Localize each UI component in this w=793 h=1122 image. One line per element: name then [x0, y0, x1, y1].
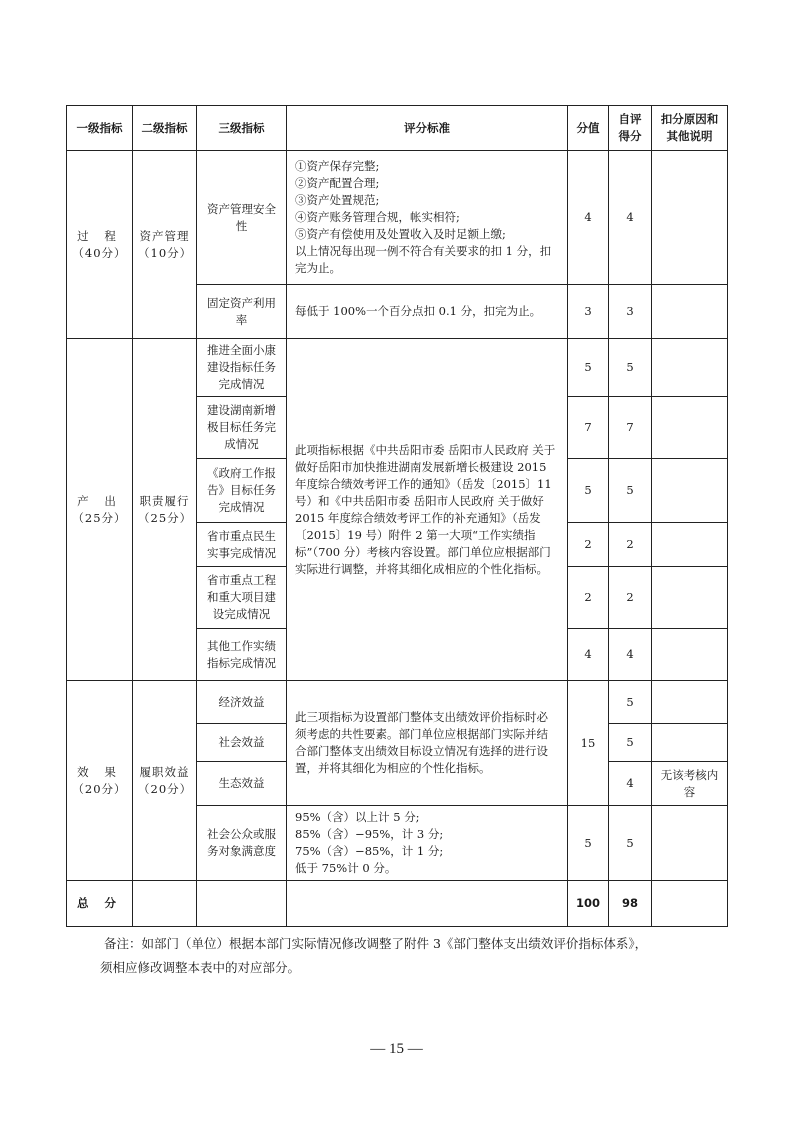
total-label-text: 总 分 [76, 896, 122, 910]
empty-cell [652, 881, 728, 927]
self-score-cell: 4 [609, 629, 652, 681]
score-cell: 5 [568, 339, 609, 397]
criteria-line: ③资产处置规范; [295, 193, 380, 207]
deduct-cell [652, 567, 728, 629]
self-score-cell: 7 [609, 397, 652, 459]
criteria-line: 85%（含）−95%，计 3 分; [295, 827, 444, 841]
header-criteria: 评分标准 [287, 106, 568, 151]
level3-cell: 建设湖南新增极目标任务完成情况 [197, 397, 287, 459]
self-score-cell: 3 [609, 285, 652, 339]
header-self-score: 自评得分 [609, 106, 652, 151]
effect-level1: 效 果 [77, 764, 122, 779]
output-level2-points: （25分） [138, 510, 193, 525]
deduct-cell: 无该考核内容 [652, 762, 728, 806]
total-label [67, 881, 133, 927]
score-cell: 7 [568, 397, 609, 459]
output-level1: 产 出 [77, 493, 122, 508]
output-level2-cell [133, 339, 197, 681]
output-level1-cell [67, 339, 133, 681]
process-level1: 过 程 [77, 228, 122, 243]
table-row [67, 151, 728, 285]
deduct-cell [652, 285, 728, 339]
effect-level1-cell [67, 681, 133, 881]
header-level1: 一级指标 [67, 106, 133, 151]
level3-cell: 省市重点民生实事完成情况 [197, 523, 287, 567]
footnote-line2: 须相应修改调整本表中的对应部分。 [100, 960, 301, 975]
header-level3: 三级指标 [197, 106, 287, 151]
deduct-cell [652, 806, 728, 881]
criteria-line: 每低于 100%一个百分点扣 0.1 分，扣完为止。 [295, 304, 542, 318]
self-score-cell: 5 [609, 339, 652, 397]
score-cell: 4 [568, 629, 609, 681]
empty-cell [133, 881, 197, 927]
level3-cell: 省市重点工程和重大项目建设完成情况 [197, 567, 287, 629]
level3-cell: 生态效益 [197, 762, 287, 806]
output-level1-points: （25分） [72, 510, 127, 525]
criteria-line: 95%（含）以上计 5 分; [295, 810, 420, 824]
score-cell: 3 [568, 285, 609, 339]
score-cell: 5 [568, 806, 609, 881]
criteria-cell [287, 285, 568, 339]
level3-cell: 其他工作实绩指标完成情况 [197, 629, 287, 681]
footnote-line1: 备注：如部门（单位）根据本部门实际情况修改调整了附件 3《部门整体支出绩效评价指标体系》， [104, 936, 648, 951]
criteria-line: ①资产保存完整; [295, 159, 380, 173]
criteria-cell [287, 806, 568, 881]
deduct-cell [652, 459, 728, 523]
self-score-cell: 5 [609, 806, 652, 881]
effect-level2-points: （20分） [138, 781, 193, 796]
criteria-line: ②资产配置合理; [295, 176, 380, 190]
process-level1-cell [67, 151, 133, 339]
total-row [67, 881, 728, 927]
criteria-line: ④资产账务管理合规，帐实相符; [295, 210, 460, 224]
level3-cell: 经济效益 [197, 681, 287, 724]
deduct-cell [652, 397, 728, 459]
table-row [67, 339, 728, 397]
total-score: 100 [568, 881, 609, 927]
process-level2: 资产管理 [139, 228, 190, 243]
deduct-cell [652, 151, 728, 285]
level3-cell: 社会公众或服务对象满意度 [197, 806, 287, 881]
deduct-cell [652, 681, 728, 724]
level3-cell: 资产管理安全性 [197, 151, 287, 285]
self-score-cell: 5 [609, 459, 652, 523]
deduct-cell [652, 629, 728, 681]
score-cell: 2 [568, 567, 609, 629]
page-number: — 15 — [370, 1041, 423, 1057]
deduct-cell [652, 523, 728, 567]
effect-level1-points: （20分） [72, 781, 127, 796]
header-score: 分值 [568, 106, 609, 151]
criteria-cell [287, 151, 568, 285]
self-score-cell: 5 [609, 724, 652, 762]
criteria-line: 75%（含）−85%，计 1 分; [295, 844, 444, 858]
self-score-cell: 2 [609, 567, 652, 629]
level3-cell: 固定资产利用率 [197, 285, 287, 339]
criteria-line: 低于 75%计 0 分。 [295, 861, 397, 875]
header-deduct-reason: 扣分原因和其他说明 [652, 106, 728, 151]
header-row [67, 106, 728, 151]
criteria-line: 以上情况每出现一例不符合有关要求的扣 1 分，扣完为止。 [295, 244, 552, 275]
criteria-line: ⑤资产有偿使用及处置收入及时足额上缴; [295, 227, 506, 241]
total-self-score: 98 [609, 881, 652, 927]
effect-shared-score-cell: 15 [568, 681, 609, 806]
output-level2: 职责履行 [139, 493, 190, 508]
table-row [67, 681, 728, 724]
empty-cell [287, 881, 568, 927]
score-cell: 5 [568, 459, 609, 523]
deduct-cell [652, 724, 728, 762]
effect-level2-cell [133, 681, 197, 881]
self-score-cell: 5 [609, 681, 652, 724]
process-level1-points: （40分） [72, 245, 127, 260]
output-criteria-cell: 此项指标根据《中共岳阳市委 岳阳市人民政府 关于做好岳阳市加快推进湖南发展新增长极建设 2015 年度综合绩效考评工作的通知》（岳发〔2015〕11 号）和《中共岳阳市委 岳阳市人民政府 关于做好 2015 年度综合绩效考评工作的补充通知》（岳发〔2015〕19 号）附件 2 第一大项“工作实绩指标”（700 分）考核内容设置。部门单位应根据部门实际进行调整，并将其细化成相应的个性化指标。 [287, 339, 568, 681]
footnote [100, 932, 744, 980]
self-score-cell: 4 [609, 151, 652, 285]
process-level2-points: （10分） [138, 245, 193, 260]
score-cell: 4 [568, 151, 609, 285]
effect-level2: 履职效益 [139, 764, 190, 779]
score-cell: 2 [568, 523, 609, 567]
level3-cell: 推进全面小康建设指标任务完成情况 [197, 339, 287, 397]
self-score-cell: 4 [609, 762, 652, 806]
empty-cell [197, 881, 287, 927]
level3-cell: 社会效益 [197, 724, 287, 762]
header-level2: 二级指标 [133, 106, 197, 151]
self-score-cell: 2 [609, 523, 652, 567]
level3-cell: 《政府工作报告》目标任务完成情况 [197, 459, 287, 523]
evaluation-table [66, 105, 728, 927]
effect-criteria-cell: 此三项指标为设置部门整体支出绩效评价指标时必须考虑的共性要素。部门单位应根据部门实际并结合部门整体支出绩效目标设立情况有选择的进行设置，并将其细化为相应的个性化指标。 [287, 681, 568, 806]
process-level2-cell [133, 151, 197, 339]
deduct-cell [652, 339, 728, 397]
